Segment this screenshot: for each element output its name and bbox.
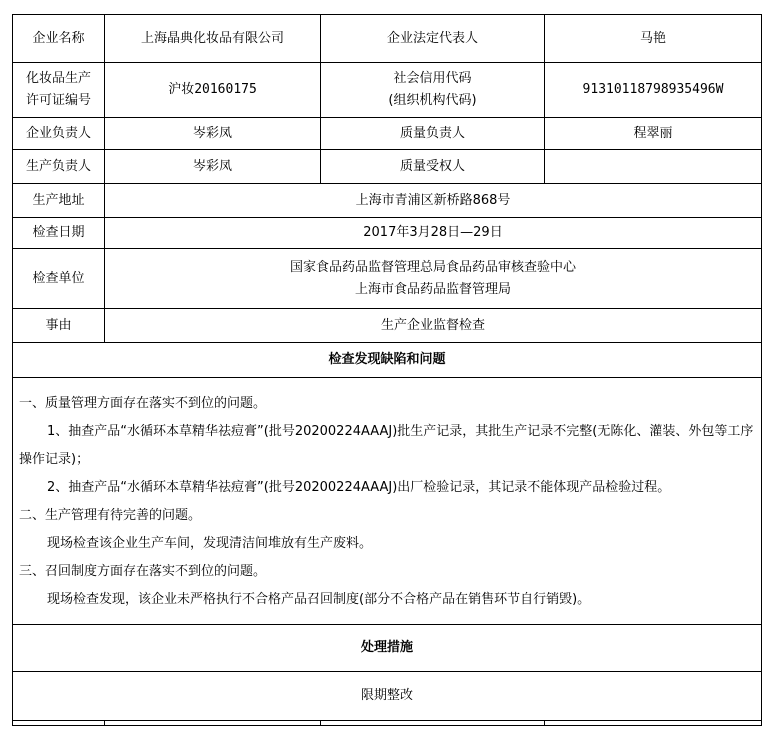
finding-item-1-2: 2、抽查产品“水循环本草精华祛痘膏”(批号20200224AAAJ)出厂检验记录，其记录不能体现产品检验过程。 bbox=[47, 480, 671, 495]
credit-code-label-line1: 社会信用代码 bbox=[393, 71, 472, 86]
company-name-value: 上海晶典化妆品有限公司 bbox=[105, 15, 321, 63]
unit-line1: 国家食品药品监督管理总局食品药品审核查验中心 bbox=[289, 259, 576, 275]
measures-title: 处理措施 bbox=[13, 625, 762, 672]
quality-person-value: 程翠丽 bbox=[545, 118, 762, 150]
row-address bbox=[13, 184, 762, 218]
quality-authorized-label: 质量受权人 bbox=[321, 150, 545, 184]
credit-code-label bbox=[321, 63, 545, 118]
finding-item-1: 一、质量管理方面存在落实不到位的问题。 bbox=[19, 396, 267, 411]
date-value: 2017年3月28日—29日 bbox=[105, 218, 762, 249]
unit-value bbox=[105, 249, 762, 309]
row-company bbox=[13, 15, 762, 63]
row-unit bbox=[13, 249, 762, 309]
company-person-label: 企业负责人 bbox=[13, 118, 105, 150]
row-measures-value bbox=[13, 672, 762, 721]
license-no-value: 沪妆20160175 bbox=[105, 63, 321, 118]
row-license bbox=[13, 63, 762, 118]
license-label bbox=[13, 63, 105, 118]
quality-authorized-value bbox=[545, 150, 762, 184]
address-value: 上海市青浦区新桥路868号 bbox=[105, 184, 762, 218]
finding-item-2-1: 现场检查该企业生产车间，发现清洁间堆放有生产废料。 bbox=[47, 536, 373, 551]
row-tail bbox=[13, 721, 762, 726]
row-findings bbox=[13, 378, 762, 625]
legal-rep-label: 企业法定代表人 bbox=[321, 15, 545, 63]
credit-code-value: 91310118798935496W bbox=[545, 63, 762, 118]
tail-cell-2 bbox=[105, 721, 321, 726]
row-date bbox=[13, 218, 762, 249]
measures-value: 限期整改 bbox=[13, 672, 762, 721]
reason-value: 生产企业监督检查 bbox=[105, 309, 762, 343]
credit-code-label-line2: (组织机构代码) bbox=[388, 93, 477, 108]
row-production-person bbox=[13, 150, 762, 184]
license-label-line1: 化妆品生产 bbox=[25, 71, 91, 86]
finding-item-3: 三、召回制度方面存在落实不到位的问题。 bbox=[19, 564, 267, 579]
finding-item-2: 二、生产管理有待完善的问题。 bbox=[19, 508, 202, 523]
reason-label: 事由 bbox=[13, 309, 105, 343]
row-measures-title bbox=[13, 625, 762, 672]
address-label: 生产地址 bbox=[13, 184, 105, 218]
tail-cell-4 bbox=[545, 721, 762, 726]
findings-body bbox=[13, 378, 762, 625]
finding-item-3-1: 现场检查发现，该企业未严格执行不合格产品召回制度(部分不合格产品在销售环节自行销毁)。 bbox=[47, 592, 591, 607]
unit-label: 检查单位 bbox=[13, 249, 105, 309]
quality-person-label: 质量负责人 bbox=[321, 118, 545, 150]
company-person-value: 岑彩凤 bbox=[105, 118, 321, 150]
row-company-person bbox=[13, 118, 762, 150]
inspection-table bbox=[12, 14, 762, 726]
tail-cell-3 bbox=[321, 721, 545, 726]
legal-rep-value: 马艳 bbox=[545, 15, 762, 63]
production-person-value: 岑彩凤 bbox=[105, 150, 321, 184]
company-name-label: 企业名称 bbox=[13, 15, 105, 63]
row-reason bbox=[13, 309, 762, 343]
production-person-label: 生产负责人 bbox=[13, 150, 105, 184]
row-findings-title bbox=[13, 343, 762, 378]
date-label: 检查日期 bbox=[13, 218, 105, 249]
license-label-line2: 许可证编号 bbox=[25, 93, 91, 108]
findings-title: 检查发现缺陷和问题 bbox=[13, 343, 762, 378]
tail-cell-1 bbox=[13, 721, 105, 726]
unit-line2: 上海市食品药品监督管理局 bbox=[354, 281, 511, 297]
finding-item-1-1: 1、抽查产品“水循环本草精华祛痘膏”(批号20200224AAAJ)批生产记录，其批生产记录不完整(无陈化、灌装、外包等工序操作记录)； bbox=[19, 424, 754, 467]
